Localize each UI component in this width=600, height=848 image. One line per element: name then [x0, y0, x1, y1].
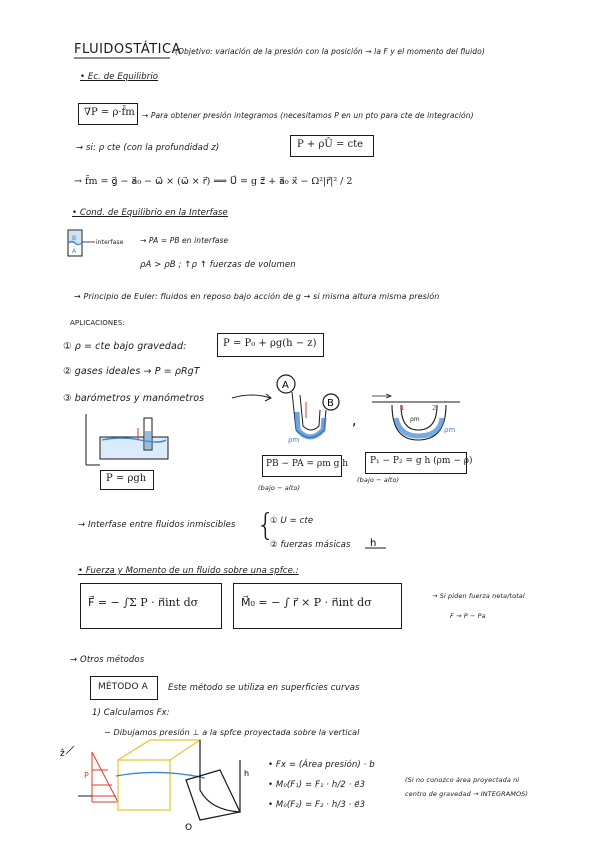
equation-si-text: → si: ρ cte (con la profundidad z) [76, 143, 220, 153]
inmiscibles-1: ① U = cte [270, 516, 314, 526]
barometer-sketch [86, 414, 168, 465]
svg-text:ẑ: ẑ [60, 749, 65, 759]
svg-text:h: h [244, 769, 250, 778]
euler-principle: → Principio de Euler: fluidos en reposo bajo acción de g → si misma altura misma presión [74, 292, 440, 301]
svg-text:ρm: ρm [410, 416, 420, 423]
inmiscibles-2: ② fuerzas másicas [270, 540, 351, 550]
interfase-sketch [68, 230, 95, 256]
app1-formula: P = P₀ + ρg(h − z) [223, 338, 317, 349]
section-fuerza: • Fuerza y Momento de un fluido sobre una spfce.: [78, 566, 299, 576]
manometer-2-sketch [372, 394, 460, 440]
svg-text:2: 2 [432, 404, 437, 412]
objective-note: (Objetivo: variación de la presión con la posición → la F y el momento del fluido) [175, 47, 485, 56]
app1-label: ① ρ = cte bajo gravedad: [63, 341, 187, 352]
force-side-note-1: → Si piden fuerza neta/total [432, 592, 525, 600]
fx-line-1: • Fx = (Área presión) · b [268, 760, 375, 770]
svg-text:B: B [72, 235, 77, 242]
side-note-2: centro de gravedad → INTEGRAMOS) [405, 790, 529, 798]
moment-formula: M⃗₀ = − ∫ r⃗ × P · n⃗int dσ [241, 596, 372, 609]
page-title: FLUIDOSTÁTICA [74, 42, 181, 57]
svg-text:A: A [72, 248, 77, 255]
equation-fm-line: → f̄m = g⃗ − a⃗₀ − ω⃗ × (ω⃗ × r⃗) ⟹ U⃗ = g z⃗ + a⃗₀ x⃗ − Ω²|r⃗|² / 2 [74, 176, 353, 187]
mano2-note: (bajo − alto) [357, 476, 400, 484]
metodo-a-desc: Este método se utiliza en superficies curvas [168, 683, 360, 693]
fx-line-3: • M₀(F₂) = F₂ · h/3 · e⃗3 [268, 800, 366, 810]
step1-label: 1) Calculamos Fx: [92, 708, 170, 718]
otros-metodos: → Otros métodos [70, 655, 145, 665]
mano1-note: (bajo − alto) [258, 484, 301, 492]
label-pm-1: ρm [288, 436, 300, 444]
force-side-note-2: F → P − Pa [450, 612, 486, 620]
equation-main: ∇P = ρ·f̄m [84, 107, 135, 118]
mano2-formula: P₁ − P₂ = g h (ρm − ρ) [370, 456, 473, 466]
interfase-pressure: → PA = PB en interfase [140, 236, 229, 245]
baro-formula: P = ρgh [106, 473, 147, 484]
curved-surface-sketch [60, 740, 249, 833]
app3-label: ③ barómetros y manómetros [63, 393, 205, 404]
svg-text:P: P [84, 771, 89, 780]
metodo-a-label: MÉTODO A [98, 682, 148, 692]
force-formula: F⃗ = − ∫Σ P · n⃗int dσ [88, 596, 199, 609]
section-equilibrio: • Ec. de Equilibrio [80, 72, 159, 82]
equation-main-note: → Para obtener presión integramos (necesitamos P en un pto para cte de integración) [142, 111, 474, 120]
step1-sub: − Dibujamos presión ⊥ a la spfce proyectada sobre la vertical [104, 728, 360, 737]
inmiscibles-label: → Interfase entre fluidos inmiscibles [78, 520, 236, 530]
label-h-inmis: h [370, 538, 377, 549]
interfase-density: ρA > ρB ; ↑ρ ↑ fuerzas de volumen [140, 260, 296, 270]
app2-label: ② gases ideales → P = ρRgT [63, 366, 200, 377]
section-interfase: • Cond. de Equilibrio en la Interfase [72, 208, 228, 218]
inmiscibles-brace: { [256, 508, 276, 543]
interfase-label: interfase [96, 239, 124, 246]
label-A: A [282, 380, 289, 391]
svg-text:,: , [352, 413, 357, 429]
equation-si-formula: P + ρŪ = cte [297, 139, 364, 150]
label-B: B [327, 398, 334, 409]
label-pm-2: ρm [444, 426, 456, 434]
aplicaciones-heading: APLICACIONES: [70, 319, 125, 327]
manometer-1-sketch [277, 375, 356, 444]
mano1-formula: PB − PA = ρm g h [266, 459, 349, 469]
svg-text:1: 1 [400, 404, 405, 412]
side-note-1: (Si no conozco área proyectada ni [405, 776, 520, 784]
svg-text:O: O [185, 823, 193, 833]
fx-line-2: • M₀(F₁) = F₁ · h/2 · e⃗3 [268, 780, 366, 790]
